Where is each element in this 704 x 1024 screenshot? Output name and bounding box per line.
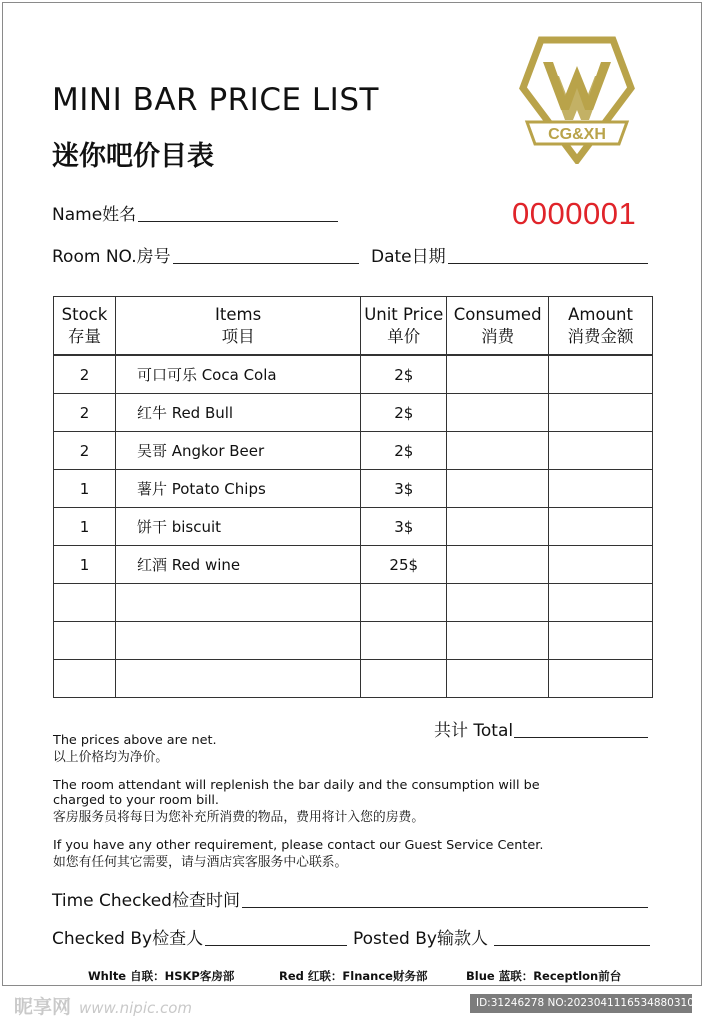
table-row xyxy=(54,356,653,394)
copy-blue: Blue 蓝联：Receptlon前台 xyxy=(466,969,622,983)
note-replenish-cn: 客房服务员将每日为您补充所消费的物品，费用将计入您的房费。 xyxy=(53,810,425,825)
date-label: Date日期 xyxy=(371,247,446,267)
table-row-empty xyxy=(54,660,653,698)
note-net-en: The prices above are net. xyxy=(53,733,217,748)
unit-price-cell: 3$ xyxy=(361,470,447,508)
checked-by-label: Checked By检查人 xyxy=(52,929,204,949)
total-label: 共计 Total xyxy=(434,721,514,741)
copy-white: Whlte 自联：HSKP客房部 xyxy=(88,969,235,983)
posted-by-field[interactable] xyxy=(353,924,650,949)
note-net-cn: 以上价格均为净价。 xyxy=(53,750,169,765)
date-line[interactable] xyxy=(448,263,648,264)
watermark-logo-text: 昵享网 xyxy=(14,996,72,1018)
time-checked-label: Time Checked检查时间 xyxy=(52,891,240,911)
amount-cell[interactable] xyxy=(549,508,653,546)
time-checked-line[interactable] xyxy=(242,907,648,908)
amount-cell[interactable] xyxy=(549,432,653,470)
watermark-id: ID:31246278 NO:20230411165348803105 xyxy=(470,994,692,1013)
watermark-url: www.nipic.com xyxy=(79,999,193,1017)
note-contact-cn: 如您有任何其它需要，请与酒店宾客服务中心联系。 xyxy=(53,855,348,870)
page-title-chinese: 迷你吧价目表 xyxy=(52,141,214,172)
room-line[interactable] xyxy=(173,263,359,264)
consumed-cell[interactable] xyxy=(447,546,549,584)
amount-cell[interactable] xyxy=(549,356,653,394)
column-header-stock: Stock 存量 xyxy=(54,297,116,355)
item-cell: 薯片 Potato Chips xyxy=(115,470,360,508)
room-label: Room NO.房号 xyxy=(52,247,171,267)
logo-text: CG&XH xyxy=(548,126,606,143)
column-header-consumed: Consumed 消费 xyxy=(447,297,549,355)
checked-by-line[interactable] xyxy=(205,945,347,946)
item-cell: 可口可乐 Coca Cola xyxy=(115,356,360,394)
note-replenish-en: The room attendant will replenish the bar daily and the consumption will be charged to your room bill. xyxy=(53,778,540,808)
name-field[interactable] xyxy=(52,200,338,225)
table-row xyxy=(54,470,653,508)
table-row xyxy=(54,508,653,546)
consumed-cell[interactable] xyxy=(447,508,549,546)
stock-cell: 2 xyxy=(54,356,116,394)
unit-price-cell: 3$ xyxy=(361,508,447,546)
stock-cell: 1 xyxy=(54,546,116,584)
table-header-row xyxy=(54,297,653,355)
consumed-cell[interactable] xyxy=(447,432,549,470)
unit-price-cell: 25$ xyxy=(361,546,447,584)
item-cell: 饼干 biscuit xyxy=(115,508,360,546)
unit-price-cell: 2$ xyxy=(361,394,447,432)
stock-cell: 2 xyxy=(54,432,116,470)
hotel-logo xyxy=(519,36,635,164)
unit-price-cell: 2$ xyxy=(361,356,447,394)
name-line[interactable] xyxy=(138,221,338,222)
table-row xyxy=(54,546,653,584)
column-header-unit-price: Unit Price 单价 xyxy=(361,297,447,355)
watermark-logo xyxy=(14,992,192,1019)
room-field[interactable] xyxy=(52,242,359,267)
table-row-empty xyxy=(54,622,653,660)
time-checked-field[interactable] xyxy=(52,886,648,911)
date-field[interactable] xyxy=(371,242,648,267)
checked-by-field[interactable] xyxy=(52,924,347,949)
table-row xyxy=(54,432,653,470)
note-contact-en: If you have any other requirement, please contact our Guest Service Center. xyxy=(53,838,544,853)
column-header-amount: Amount 消费金额 xyxy=(549,297,653,355)
consumed-cell[interactable] xyxy=(447,394,549,432)
stock-cell: 1 xyxy=(54,508,116,546)
stock-cell: 2 xyxy=(54,394,116,432)
table-row-empty xyxy=(54,584,653,622)
price-table xyxy=(53,296,653,698)
unit-price-cell: 2$ xyxy=(361,432,447,470)
posted-by-label: Posted By输款人 xyxy=(353,929,488,949)
table-row xyxy=(54,394,653,432)
consumed-cell[interactable] xyxy=(447,356,549,394)
amount-cell[interactable] xyxy=(549,470,653,508)
column-header-items: Items 项目 xyxy=(115,297,360,355)
stock-cell: 1 xyxy=(54,470,116,508)
notes-section xyxy=(53,733,673,883)
amount-cell[interactable] xyxy=(549,394,653,432)
name-label: Name姓名 xyxy=(52,205,137,225)
item-cell: 红酒 Red wine xyxy=(115,546,360,584)
item-cell: 红牛 Red Bull xyxy=(115,394,360,432)
copy-red: Red 红联：Flnance财务部 xyxy=(279,969,428,983)
consumed-cell[interactable] xyxy=(447,470,549,508)
amount-cell[interactable] xyxy=(549,546,653,584)
item-cell: 吴哥 Angkor Beer xyxy=(115,432,360,470)
serial-number: 0000001 xyxy=(512,196,637,231)
page-title: MINI BAR PRICE LIST xyxy=(52,82,379,118)
posted-by-line[interactable] xyxy=(494,945,650,946)
